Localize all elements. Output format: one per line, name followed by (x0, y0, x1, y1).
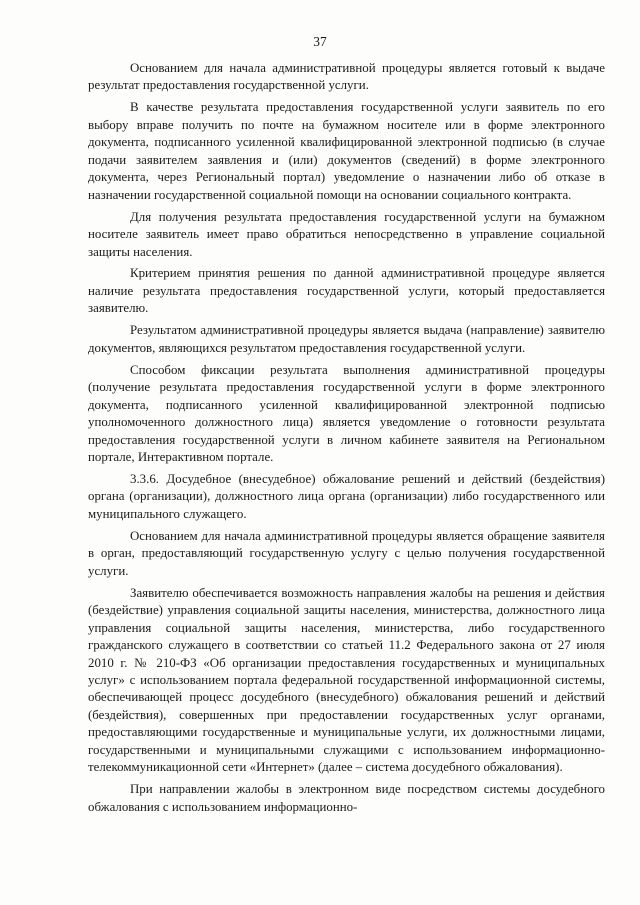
paragraph: Основанием для начала административной процедуры является готовый к выдаче результат предоставления государственной услуги. (88, 61, 605, 93)
paragraph: Способом фиксации результата выполнения административной процедуры (получение результата предоставления государственной услуги в форме электронного документа, подписанного усиленной квалифицированной электронной подписью уполномоченного должностного лица) является уведомление о готовности результата предоставления государственной услуги в личном кабинете заявителя на Региональном портале, Интерактивном портале. (88, 362, 605, 465)
paragraph: Заявителю обеспечивается возможность направления жалобы на решения и действия (бездействие) управления социальной защиты населения, министерства, должностного лица управления социальной защиты населения, министерства, либо государственного гражданского служащего в соответствии со статьей 11.2 Федерального закона от 27 июля 2010 г. № 210-ФЗ «Об организации предоставления государственных и муниципальных услуг» с использованием портала федеральной государственной информационной системы, обеспечивающей процесс досудебного (внесудебного) обжалования решений и действий (бездействия), совершенных при предоставлении государственных услуг органами, предоставляющими государственные и муниципальные услуги, их должностными лицами, государственными и муниципальными служащими с использованием информационно-телекоммуникационной сети «Интернет» (далее – система досудебного обжалования). (88, 585, 605, 775)
page-number: 37 (313, 34, 327, 49)
paragraph: Основанием для начала административной процедуры является обращение заявителя в орган, предоставляющий государственную услугу с целью получения государственной услуги. (88, 528, 605, 578)
paragraph: Критерием принятия решения по данной административной процедуре является наличие результата предоставления государственной услуги, который предоставляется заявителю. (88, 266, 605, 316)
paragraph: Результатом административной процедуры является выдача (направление) заявителю документов, являющихся результатом предоставления государственной услуги. (88, 323, 605, 355)
document-body (88, 60, 605, 821)
paragraph: При направлении жалобы в электронном виде посредством системы досудебного обжалования с использованием информационно- (88, 782, 605, 814)
paragraph: Для получения результата предоставления государственной услуги на бумажном носителе заявитель имеет право обратиться непосредственно в управление социальной защиты населения. (88, 209, 605, 259)
paragraph: В качестве результата предоставления государственной услуги заявитель по его выбору вправе получить по почте на бумажном носителе или в форме электронного документа, подписанного усиленной квалифицированной электронной подписью (в случае подачи заявителем заявления и (или) документов (сведений) в форме электронного документа, через Региональный портал) уведомление о назначении либо об отказе в назначении государственной социальной помощи на основании социального контракта. (88, 100, 605, 202)
section-heading-paragraph: 3.3.6. Досудебное (внесудебное) обжалование решений и действий (бездействия) органа (организации), должностного лица органа (организации) либо государственного или муниципального служащего. (88, 471, 605, 521)
